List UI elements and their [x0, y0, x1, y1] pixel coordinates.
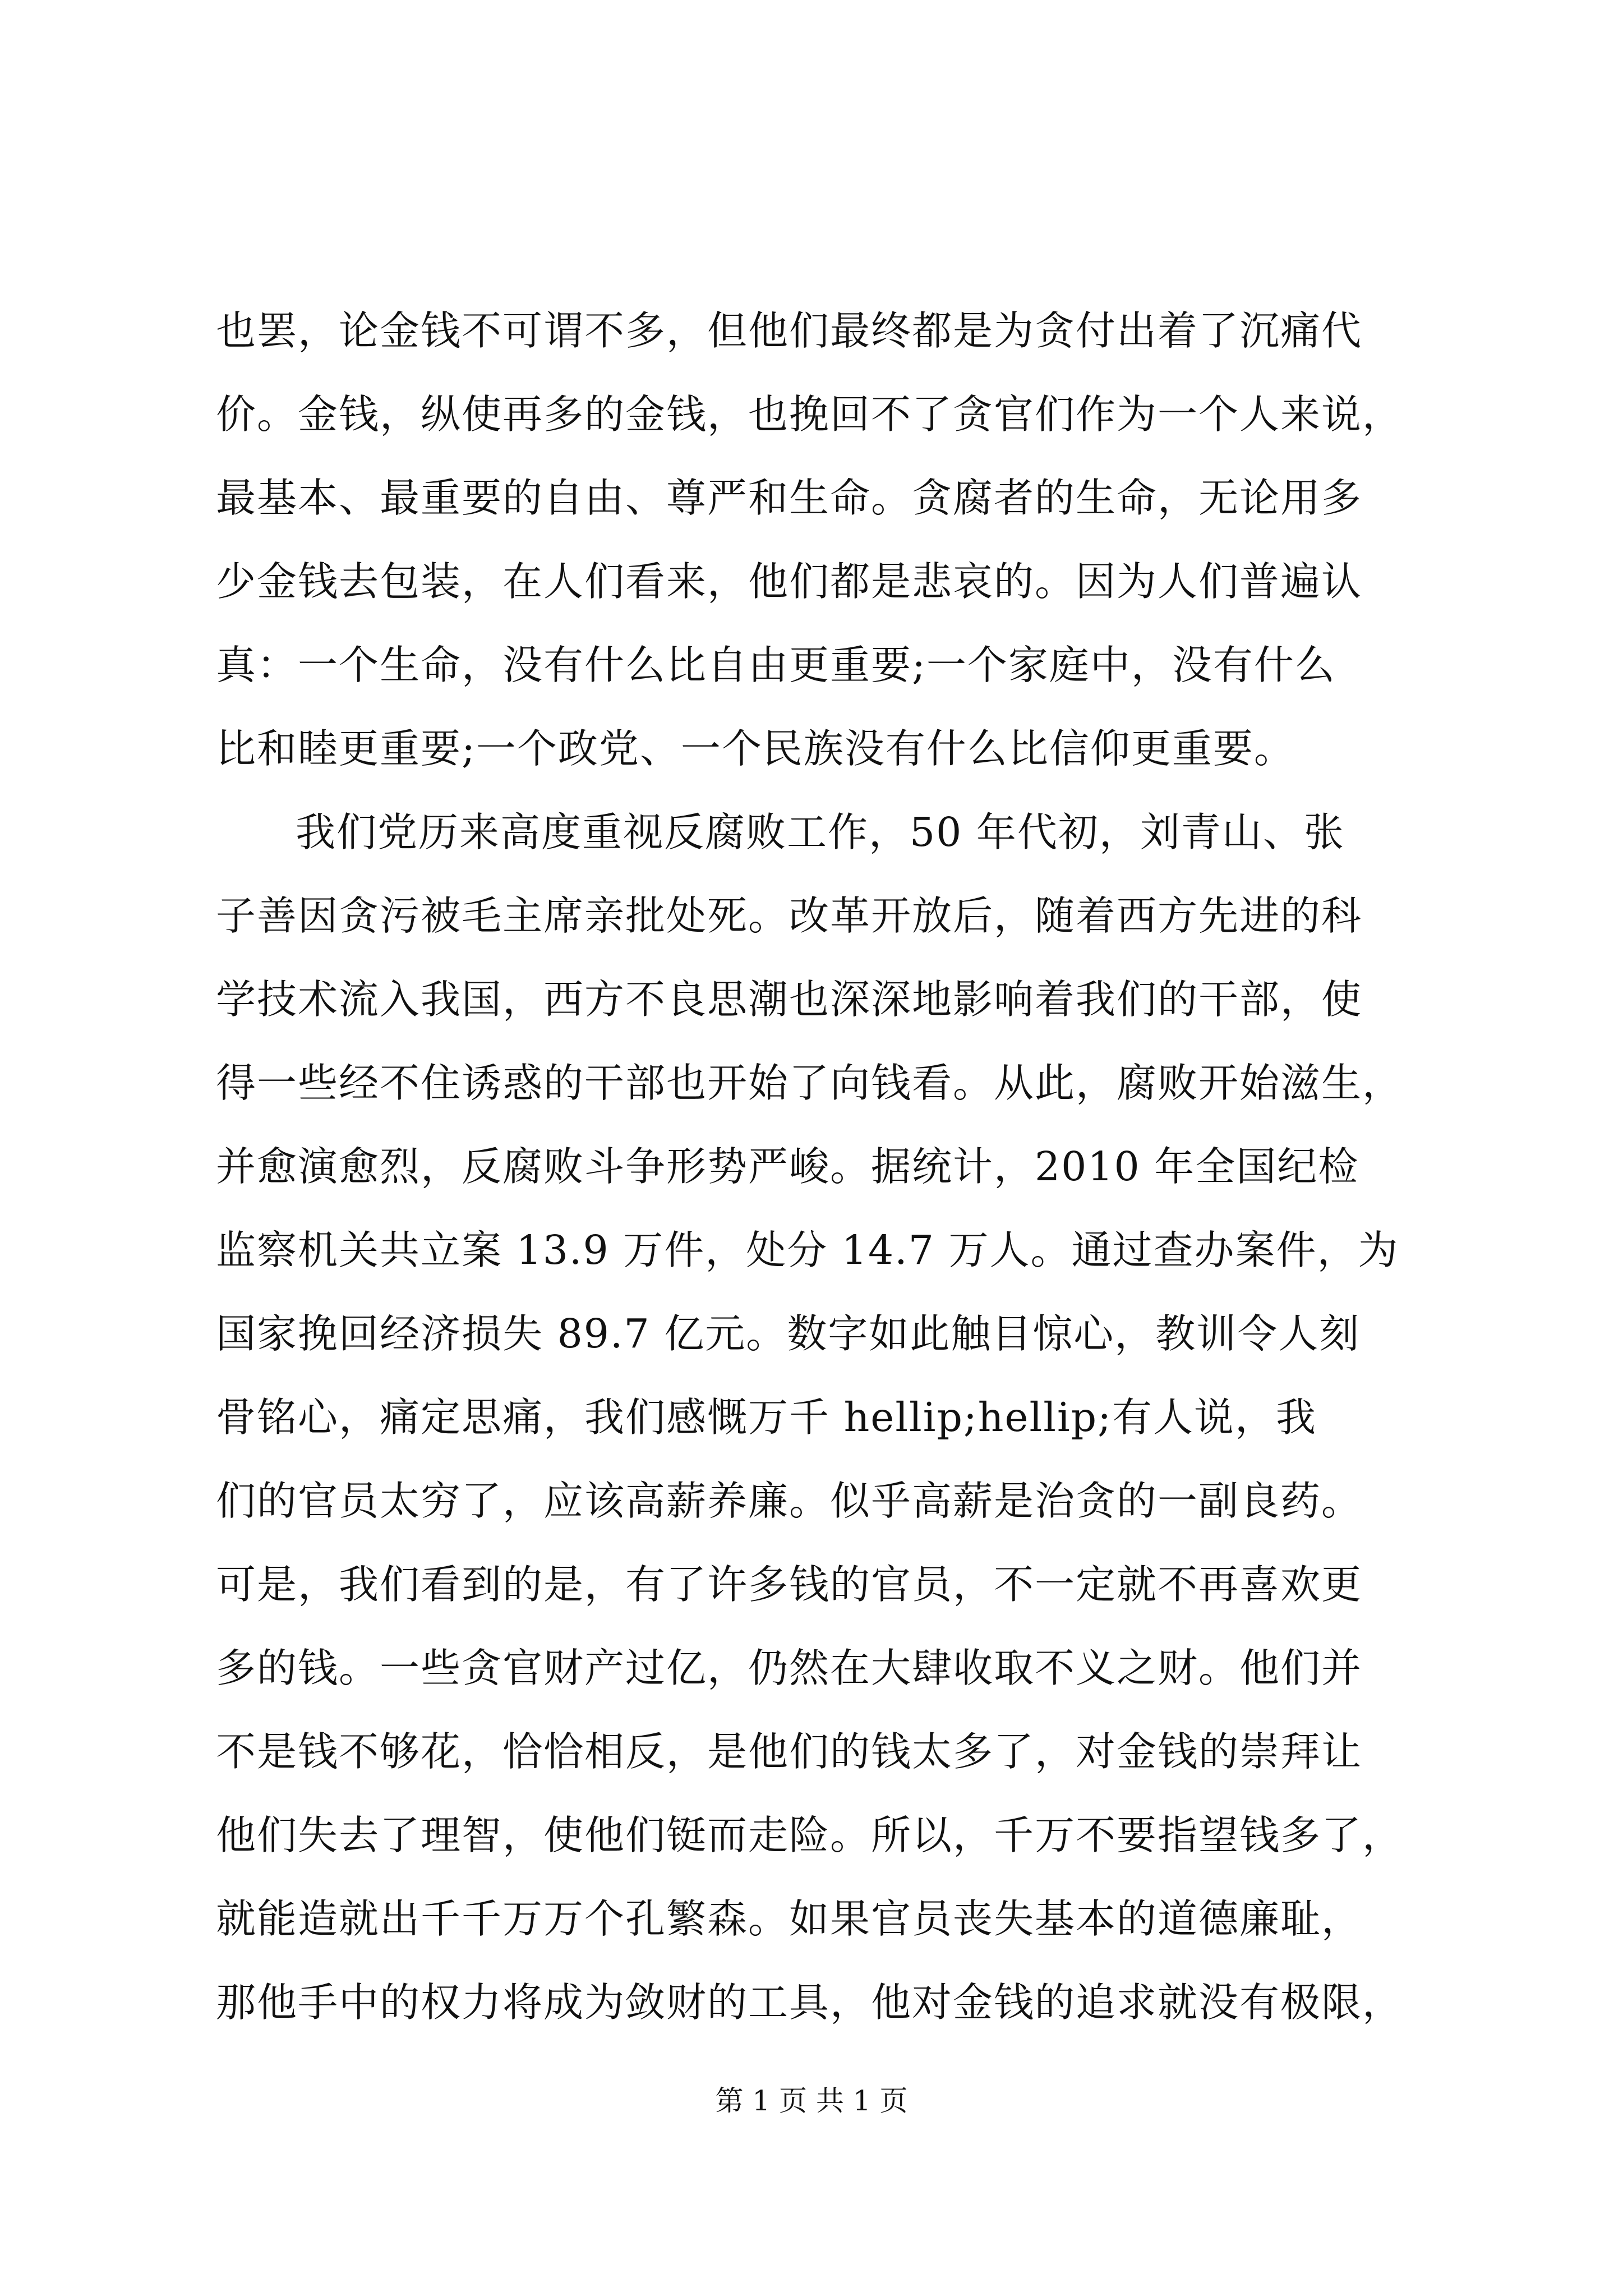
text-line: 就能造就出千千万万个孔繁森。如果官员丧失基本的道德廉耻，	[216, 1895, 1363, 1942]
text-line: 我们党历来高度重视反腐败工作，50 年代初，刘青山、张	[296, 809, 1345, 855]
text-line: 也罢，论金钱不可谓不多，但他们最终都是为贪付出着了沉痛代	[216, 307, 1363, 354]
text-line: 他们失去了理智，使他们铤而走险。所以，千万不要指望钱多了，	[216, 1812, 1404, 1858]
text-line: 骨铭心，痛定思痛，我们感慨万千 hellip;hellip;有人说，我	[216, 1394, 1317, 1441]
text-line: 那他手中的权力将成为敛财的工具，他对金钱的追求就没有极限，	[216, 1979, 1404, 2026]
text-line: 真：一个生命，没有什么比自由更重要;一个家庭中，没有什么	[216, 642, 1336, 688]
text-line: 最基本、最重要的自由、尊严和生命。贪腐者的生命，无论用多	[216, 475, 1363, 521]
text-line: 不是钱不够花，恰恰相反，是他们的钱太多了，对金钱的崇拜让	[216, 1728, 1363, 1775]
text-line: 国家挽回经济损失 89.7 亿元。数字如此触目惊心，教训令人刻	[216, 1310, 1361, 1357]
body-text	[216, 289, 1416, 2044]
text-line: 可是，我们看到的是，有了许多钱的官员，不一定就不再喜欢更	[216, 1561, 1363, 1608]
text-line: 监察机关共立案 13.9 万件，处分 14.7 万人。通过查办案件，为	[216, 1227, 1399, 1273]
page-footer	[0, 2078, 1623, 2123]
text-line: 并愈演愈烈，反腐败斗争形势严峻。据统计，2010 年全国纪检	[216, 1143, 1359, 1190]
text-line: 子善因贪污被毛主席亲批处死。改革开放后，随着西方先进的科	[216, 892, 1363, 939]
text-line: 比和睦更重要;一个政党、一个民族没有什么比信仰更重要。	[216, 725, 1295, 772]
text-line: 少金钱去包装，在人们看来，他们都是悲哀的。因为人们普遍认	[216, 558, 1363, 605]
text-line: 多的钱。一些贪官财产过亿，仍然在大肆收取不义之财。他们并	[216, 1645, 1363, 1691]
text-line: 价。金钱，纵使再多的金钱，也挽回不了贪官们作为一个人来说，	[216, 391, 1404, 438]
text-line: 得一些经不住诱惑的干部也开始了向钱看。从此，腐败开始滋生，	[216, 1060, 1404, 1106]
page-number-label: 第 1 页 共 1 页	[715, 2085, 908, 2117]
text-line: 们的官员太穷了，应该高薪养廉。似乎高薪是治贪的一副良药。	[216, 1478, 1363, 1524]
text-line: 学技术流入我国，西方不良思潮也深深地影响着我们的干部，使	[216, 976, 1363, 1023]
